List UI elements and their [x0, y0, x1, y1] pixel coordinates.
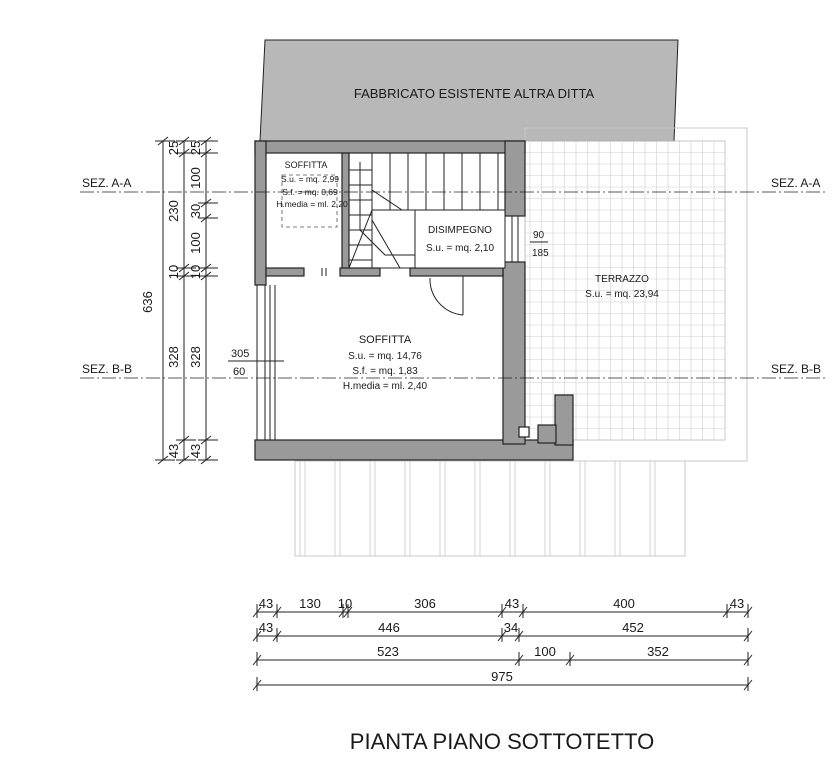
section-b-label-left: SEZ. B-B	[82, 362, 133, 376]
vdim-middle-1: 230	[166, 200, 181, 222]
terrazzo-su: S.u. = mq. 23,94	[585, 289, 659, 300]
hdim-row3-0: 523	[377, 644, 399, 659]
soffitta-small-hmedia: H.media = ml. 2,20	[276, 199, 348, 209]
hdim-row4-0: 975	[491, 669, 513, 684]
soffitta-main-hmedia: H.media = ml. 2,40	[342, 381, 428, 392]
disimpegno-su: S.u. = mq. 2,10	[425, 243, 495, 254]
vdim-middle-4: 43	[166, 443, 181, 459]
window-width-label: 305	[231, 348, 250, 360]
hdim-row3-2: 352	[647, 644, 669, 659]
hdim-row1-5: 400	[613, 596, 635, 611]
soffitta-main-sf: S.f. = mq. 1,83	[352, 366, 418, 377]
soffitta-small-name: SOFFITTA	[284, 160, 328, 170]
vdim-middle-2: 10	[166, 264, 181, 280]
soffitta-main-room	[228, 334, 428, 392]
soffitta-main-name: SOFFITTA	[358, 334, 412, 346]
horizontal-dimensions	[253, 596, 752, 691]
existing-building	[260, 40, 678, 141]
vdim-inner-4: 10	[188, 264, 203, 280]
section-a-label-right: SEZ. A-A	[771, 176, 821, 190]
soffitta-small-sf: S.f. = mq. 0,69	[282, 187, 338, 197]
hdim-row1-0: 43	[258, 596, 274, 611]
vdim-inner-5: 328	[188, 346, 203, 368]
hdim-row2-3: 452	[622, 620, 644, 635]
hdim-row1-6: 43	[729, 596, 745, 611]
terrazzo-name: TERRAZZO	[595, 274, 649, 285]
hdim-row3-1: 100	[534, 644, 556, 659]
vdim-inner-2: 30	[188, 203, 203, 219]
pergola-bars	[300, 461, 655, 556]
vertical-dimension-ticks	[155, 137, 218, 464]
hdim-row2-2: 34	[503, 620, 519, 635]
hdim-row2-0: 43	[258, 620, 274, 635]
window-height-label: 60	[233, 366, 246, 378]
hdim-row1-4: 43	[504, 596, 520, 611]
section-a-label-left: SEZ. A-A	[82, 176, 132, 190]
disimpegno-name: DISIMPEGNO	[428, 225, 492, 236]
hdim-row2-1: 446	[378, 620, 400, 635]
hdim-row1-1: 130	[299, 596, 321, 611]
door-height-label: 185	[532, 248, 549, 259]
vdim-inner-1: 100	[188, 167, 203, 189]
soffitta-small-room	[276, 160, 348, 227]
vdim-middle-0: 25	[166, 140, 181, 156]
chimney-icon	[519, 427, 529, 437]
section-b-label-right: SEZ. B-B	[771, 362, 822, 376]
vdim-inner-3: 100	[188, 232, 203, 254]
soffitta-small-su: S.u. = mq. 2,99	[281, 174, 339, 184]
door-width-label: 90	[533, 230, 545, 241]
existing-building-label: FABBRICATO ESISTENTE ALTRA DITTA	[353, 86, 595, 101]
left-window	[257, 285, 275, 440]
hdim-row1-2: 10	[337, 596, 353, 611]
pergola	[295, 461, 685, 556]
disimpegno-room	[415, 210, 549, 268]
soffitta-main-su: S.u. = mq. 14,76	[348, 351, 422, 362]
vdim-middle-3: 328	[166, 346, 181, 368]
vertical-dimensions	[140, 137, 218, 464]
hdim-row1-3: 306	[414, 596, 436, 611]
vdim-inner-0: 25	[188, 140, 203, 156]
vdim-inner-6: 43	[188, 443, 203, 459]
plan-title: PIANTA PIANO SOTTOTETTO	[349, 729, 655, 754]
vdim-outer-total: 636	[140, 291, 155, 313]
